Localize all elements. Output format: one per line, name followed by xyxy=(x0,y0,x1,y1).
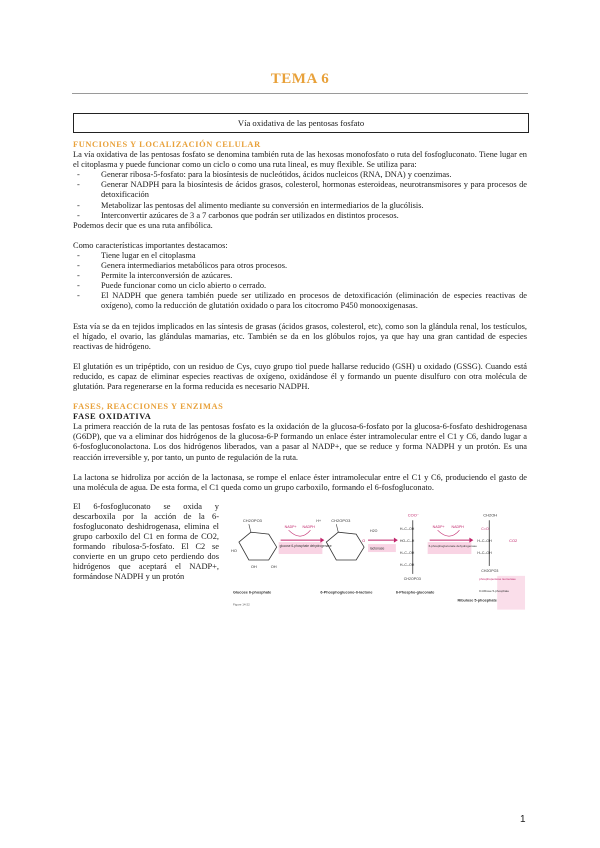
list-item: - Permite la interconversión de azúcares. xyxy=(101,271,527,281)
compound-label: Ribulose 5-phosphate xyxy=(457,598,497,603)
svg-text:H–C–OH: H–C–OH xyxy=(399,526,415,531)
reaction-arrow-2 xyxy=(368,529,398,552)
list-item: - Metabolizar las pentosas del alimento mediante su conversión en intermediarios de la glucólisis. xyxy=(101,201,527,211)
figure-row xyxy=(73,502,527,614)
list-item: - Tiene lugar en el citoplasma xyxy=(101,251,527,261)
lactonase-paragraph: La lactona se hidroliza por acción de la lactonasa, se rompe el enlace éster intramolecular entre el C1 y C6, produciendo el gasto de una molécula de agua. De esta forma, el C1 queda como un grupo carboxilo, formando el 6-fosfogluconato. xyxy=(73,472,527,492)
enzyme-label: glucose 6-phosphate dehydrogenase xyxy=(279,543,332,548)
svg-text:CH2OPO3: CH2OPO3 xyxy=(331,518,351,524)
page-title: TEMA 6 xyxy=(270,71,330,87)
svg-text:OH: OH xyxy=(250,563,257,569)
intro-paragraph: La vía oxidativa de las pentosas fosfato se denomina también ruta de las hexosas monofosfato o ruta del fosfogluconato. Tiene lugar en el citoplasma y puede funcionar como un ciclo o como una ruta lineal, es muy flexible. Se utiliza para: xyxy=(73,150,527,170)
section-heading-functions: FUNCIONES Y LOCALIZACIÓN CELULAR xyxy=(73,140,261,149)
enzyme-label: 6-phosphogluconate dehydrogenase xyxy=(428,543,477,548)
svg-text:CH2OPO3: CH2OPO3 xyxy=(242,518,262,524)
svg-text:H–C–OH: H–C–OH xyxy=(477,550,492,555)
svg-text:NADP+: NADP+ xyxy=(432,525,445,530)
svg-text:CH2OPO3: CH2OPO3 xyxy=(403,576,421,581)
figure-caption: Figure 14-22 xyxy=(232,602,250,607)
list-item: - Generar NADPH para la biosíntesis de ácidos grasos, colesterol, hormonas esteroideas, neurotransmisores y para procesos de detoxificación xyxy=(101,180,527,200)
features-intro: Como características importantes destacamos: xyxy=(73,240,228,250)
svg-text:O: O xyxy=(362,537,366,543)
reaction-arrow-3 xyxy=(428,525,478,554)
svg-text:H–C–OH: H–C–OH xyxy=(477,538,492,543)
section-heading-phases: FASES, REACCIONES Y ENZIMAS xyxy=(73,402,224,412)
svg-text:HO: HO xyxy=(230,547,237,553)
svg-text:CH2OPO3: CH2OPO3 xyxy=(481,568,499,573)
glucose-6-phosphate-structure xyxy=(231,518,277,569)
ribulose-5-phosphate-structure xyxy=(477,512,517,573)
svg-text:CH2OH: CH2OH xyxy=(483,512,498,518)
svg-text:NADP+: NADP+ xyxy=(284,525,297,530)
tissues-paragraph: Esta vía se da en tejidos implicados en las síntesis de grasas (ácidos grasos, colesterol, etc), como son la glándula renal, los testículos, el hígado, el ovario, las glándulas mamarias, etc. También se da en los glóbulos rojos, ya que hay una gran cantidad de especies reactivas de hidrógeno. xyxy=(73,321,527,351)
decarboxylation-paragraph: El 6-fosfogluconato se oxida y descarboxila por la acción de la 6-fosfogluconato deshidrogenasa, elimina el grupo carboxilo del C1 en forma de CO2, formando ribulosa-5-fosfato. El C2 se convierte en un grupo ceto perdiendo dos hidrógenos que aceptará el NADP+, formándose NADPH y un protón xyxy=(73,501,219,582)
features-list xyxy=(73,251,527,312)
svg-text:COO⁻: COO⁻ xyxy=(407,512,419,518)
svg-text:NADPH: NADPH xyxy=(451,525,464,530)
page-number: 1 xyxy=(520,814,526,825)
compound-label: Glucose 6-phosphate xyxy=(232,590,272,595)
pathway-figure xyxy=(229,502,527,614)
svg-text:NADPH: NADPH xyxy=(302,525,315,530)
uses-list xyxy=(73,170,527,220)
glutathione-paragraph: El glutatión es un tripéptido, con un residuo de Cys, cuyo grupo tiol puede hallarse reducido (GSH) u oxidado (GSSG). Cuando está reducido, es capaz de eliminar especies reactivas de oxígeno, oxidándose él y formando un puente disulfuro con otra molécula de glutatión. Para regenerarse en la forma reducida es necesario NADPH. xyxy=(73,361,527,391)
compound-label: 6-Phospho-gluconate xyxy=(395,590,435,595)
list-item: - Genera intermediarios metabólicos para otros procesos. xyxy=(101,261,527,271)
oxidation-paragraph: La primera reacción de la ruta de las pentosas fosfato es la oxidación de la glucosa-6-fosfato por la glucosa-6-fosfato deshidrogenasa (G6DP), que va a eliminar dos hidrógenos de la glucosa-6-P formando un enlace éster intramolecular entre el C1 y C6, dando lugar a 6-fosfogluconolactona. Los dos hidrógenos liberados, van a pasar al NADP+, que se reduce y forma NADPH y un protón. Es una reacción irreversible y, por tanto, un punto de regulación de la ruta. xyxy=(73,422,527,462)
svg-text:HO–C–H: HO–C–H xyxy=(399,538,415,543)
lactone-structure xyxy=(326,518,365,560)
svg-text:CO2: CO2 xyxy=(509,537,518,543)
list-item: - Interconvertir azúcares de 3 a 7 carbonos que podrán ser utilizados en distintos procesos. xyxy=(101,211,527,221)
svg-text:H–C–OH: H–C–OH xyxy=(399,550,415,555)
compound-label: 6-Phosphoglucono-δ-lactone xyxy=(320,590,373,595)
enzyme-label: lactonase xyxy=(370,546,385,551)
list-item: - El NADPH que genera también puede ser utilizado en procesos de detoxificación (eliminación de especies reactivas de oxígeno), como la reducción de glutatión oxidado o para los citocromo P450 monooxigenasas. xyxy=(101,291,527,311)
main-content xyxy=(73,140,527,614)
topic-box: Vía oxidativa de las pentosas fosfato xyxy=(73,113,529,133)
svg-text:C=O: C=O xyxy=(481,526,489,531)
svg-text:H2O: H2O xyxy=(370,528,378,533)
list-item: - Puede funcionar como un ciclo abierto o cerrado. xyxy=(101,281,527,291)
svg-text:phosphopentose isomerase: phosphopentose isomerase xyxy=(479,576,516,581)
svg-text:H+: H+ xyxy=(316,519,322,524)
amphibolic-line: Podemos decir que es una ruta anfibólica. xyxy=(73,220,213,230)
reaction-arrow-1 xyxy=(279,519,332,554)
list-item: - Generar ribosa-5-fosfato: para la biosíntesis de nucleótidos, ácidos nucleicos (RNA, DNA) y coenzimas. xyxy=(101,170,527,180)
phosphogluconate-structure xyxy=(400,512,421,581)
svg-text:OH: OH xyxy=(270,563,277,569)
svg-text:H–C–OH: H–C–OH xyxy=(399,562,415,567)
title-divider xyxy=(72,93,528,94)
subheading-oxidative-phase: FASE OXIDATIVA xyxy=(73,412,152,422)
isomerase-side-box xyxy=(479,576,525,610)
svg-text:D-Ribose 5-phosphate: D-Ribose 5-phosphate xyxy=(479,588,510,593)
